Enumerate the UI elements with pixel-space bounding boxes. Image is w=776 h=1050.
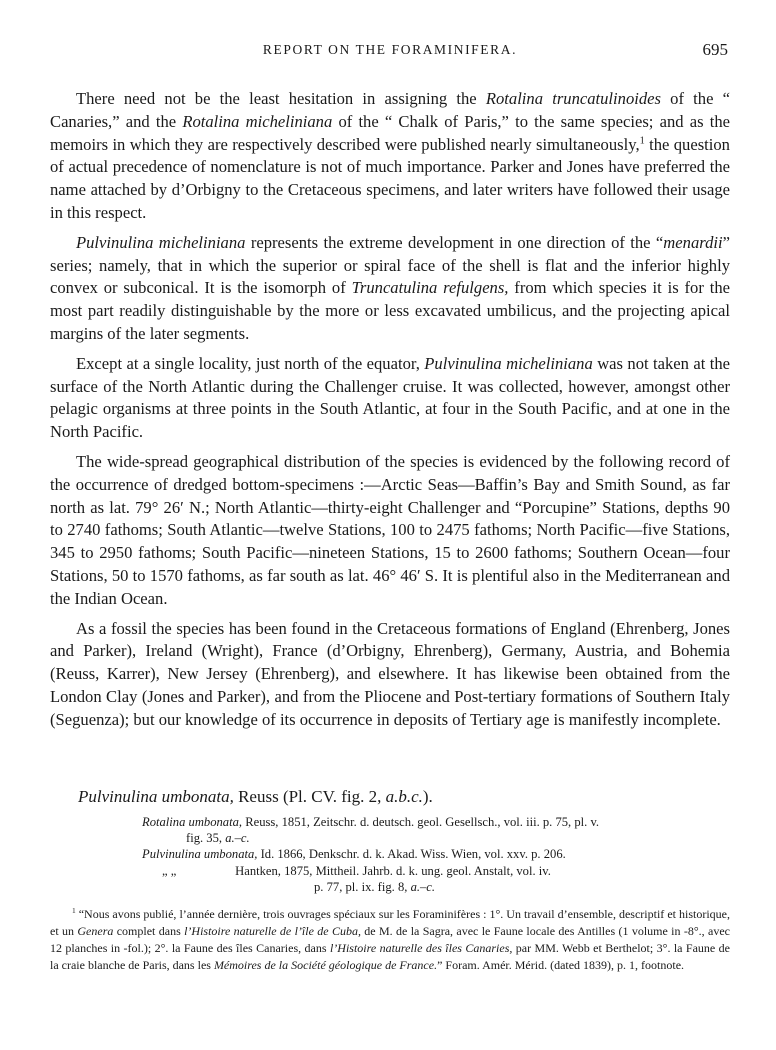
text-run: ” Foram. Amér. Mérid. (dated 1839), p. 1, footnote. [437, 958, 685, 972]
synonymy-entry [142, 879, 730, 895]
synonym-reference: fig. 35, [186, 831, 226, 846]
text-run: complet dans [113, 924, 185, 938]
page-number: 695 [702, 40, 728, 59]
italic-text: Truncatulina refulgens, [351, 278, 509, 298]
synonym-reference: p. 77, pl. ix. fig. 8, [314, 879, 411, 894]
paragraph [50, 232, 730, 346]
text-run: of the “ Canaries,” and the [50, 89, 731, 131]
footnote-marker: 1 [72, 906, 76, 915]
italic-text: Pulvinulina micheliniana [424, 353, 593, 373]
italic-text: Pulvinulina micheliniana [76, 232, 246, 252]
species-heading [78, 787, 728, 807]
italic-text: Rotalina truncatulinoides [485, 89, 661, 108]
page [50, 0, 730, 1050]
synonymy-entry [142, 814, 730, 830]
italic-text: menardii [663, 232, 723, 252]
footnote-reference: 1 [639, 135, 645, 147]
synonym-reference: Id. 1866, Denkschr. d. k. Akad. Wiss. Wien, vol. xxv. p. 206. [257, 847, 566, 862]
paragraph [50, 451, 730, 611]
text-run: Except at a single locality, just north of the equator, [76, 353, 425, 373]
italic-text: Mémoires de la Société géologique de France. [213, 958, 438, 972]
text-run: of the “ Chalk of Paris,” to the same species; and as the memoirs in which they are respectively described were published nearly simultaneously, [50, 111, 730, 154]
synonymy-entry [142, 863, 730, 879]
italic-text: Rotalina micheliniana [182, 111, 333, 131]
footnote [50, 906, 730, 974]
ditto-marks: „ „ [162, 863, 177, 878]
page-header [50, 42, 730, 64]
italic-text: l’Histoire naturelle de l’île de Cuba, [184, 924, 361, 938]
italic-text: l’Histoire naturelle des îles Canaries, [329, 941, 513, 955]
text-run: par MM. Webb et Berthelot; 3°. la Faune de la craie blanche de Paris, dans les [50, 941, 730, 972]
synonym-figs: a.–c. [225, 831, 250, 846]
paragraph [50, 88, 730, 225]
text-run: ” series; namely, that in which the superior or spiral face of the shell is flat and the inferior highly convex or subconical. It is the isomorph of [50, 232, 730, 298]
running-title: REPORT ON THE FORAMINIFERA. [262, 42, 518, 57]
text-run: As a fossil the species has been found in the Cretaceous formations of England (Ehrenberg, Jones and Parker), Ireland (Wright), France (d’Orbigny, Ehrenberg), Germany, Austria, and Bohemia (Reuss, Karrer), New Jersey (Ehrenberg), and elsewhere. It has likewise been obtained from the London Clay (Jones and Parker), and from the Pliocene and Post-tertiary formations of Southern Italy (Seguenza); but our knowledge of its occurrence in deposits of Tertiary age is manifestly incomplete. [50, 618, 730, 729]
text-run: was not taken at the surface of the North Atlantic during the Challenger cruise. It was collected, however, amongst other pelagic organisms at three points in the South Atlantic, at four in the South Pacific, and at one in the North Pacific. [50, 353, 731, 442]
synonymy-list [142, 814, 730, 895]
italic-text: Genera [77, 924, 114, 938]
text-run: de M. de la Sagra, avec le Faune locale des Antilles (1 volume in -8°., avec 12 planches in -fol.); 2°. la Faune des îles Canaries, dans [50, 924, 730, 955]
synonymy-entry [142, 846, 730, 862]
synonym-name: Pulvinulina umbonata, [142, 847, 258, 862]
paragraph [50, 618, 730, 732]
synonym-name: Rotalina umbonata, [142, 815, 243, 829]
text-run: “Nous avons publié, l’année dernière, trois ouvrages spéciaux sur les Foraminifères : 1°. Un travail d’ensemble, descriptif et historique, et un [50, 907, 730, 938]
text-run: from which species it is for the most part readily distinguishable by the more or less excavated umbilicus, and the projecting apical margins of the later segments. [50, 278, 730, 343]
text-run: There need not be the least hesitation in assigning the [76, 89, 486, 108]
species-author: Reuss (Pl. CV. fig. 2, [233, 787, 386, 806]
text-run: represents the extreme development in one direction of the “ [245, 232, 664, 252]
text-run: The wide-spread geographical distribution of the species is evidenced by the following record of the occurrence of dredged bottom-specimens :—Arctic Seas—Baffin’s Bay and Smith Sound, as far north as lat. 79° 26′ N.; North Atlantic—thirty-eight Challenger and “Porcupine” Stations, depths 90 to 2740 fathoms; South Atlantic—twelve Stations, 100 to 2475 fathoms; North Pacific—five Stations, 345 to 2950 fathoms; South Pacific—nineteen Stations, 15 to 2600 fathoms; Southern Ocean—four Stations, 50 to 1570 fathoms, as far south as lat. 46° 46′ S. It is plentiful also in the Mediterranean and the Indian Ocean. [50, 451, 730, 608]
species-name: Pulvinulina umbonata, [78, 787, 234, 806]
synonym-figs: a.–c. [410, 879, 436, 894]
synonymy-entry [142, 830, 730, 846]
paragraph [50, 353, 730, 444]
synonym-reference: Reuss, 1851, Zeitschr. d. deutsch. geol. Gesellsch., vol. iii. p. 75, pl. v. [242, 815, 600, 829]
species-close: ). [422, 787, 433, 806]
species-figs: a.b.c. [385, 787, 423, 806]
text-run: the question of actual precedence of nomenclature is not of much importance. Parker and Jones have preferred the name attached by d’Orbigny to the Cretaceous specimens, and later writers have followed their usage in this respect. [50, 134, 730, 222]
synonym-reference: Hantken, 1875, Mittheil. Jahrb. d. k. ung. geol. Anstalt, vol. iv. [232, 863, 551, 878]
footnote-text [50, 906, 730, 974]
body-text [50, 88, 730, 739]
